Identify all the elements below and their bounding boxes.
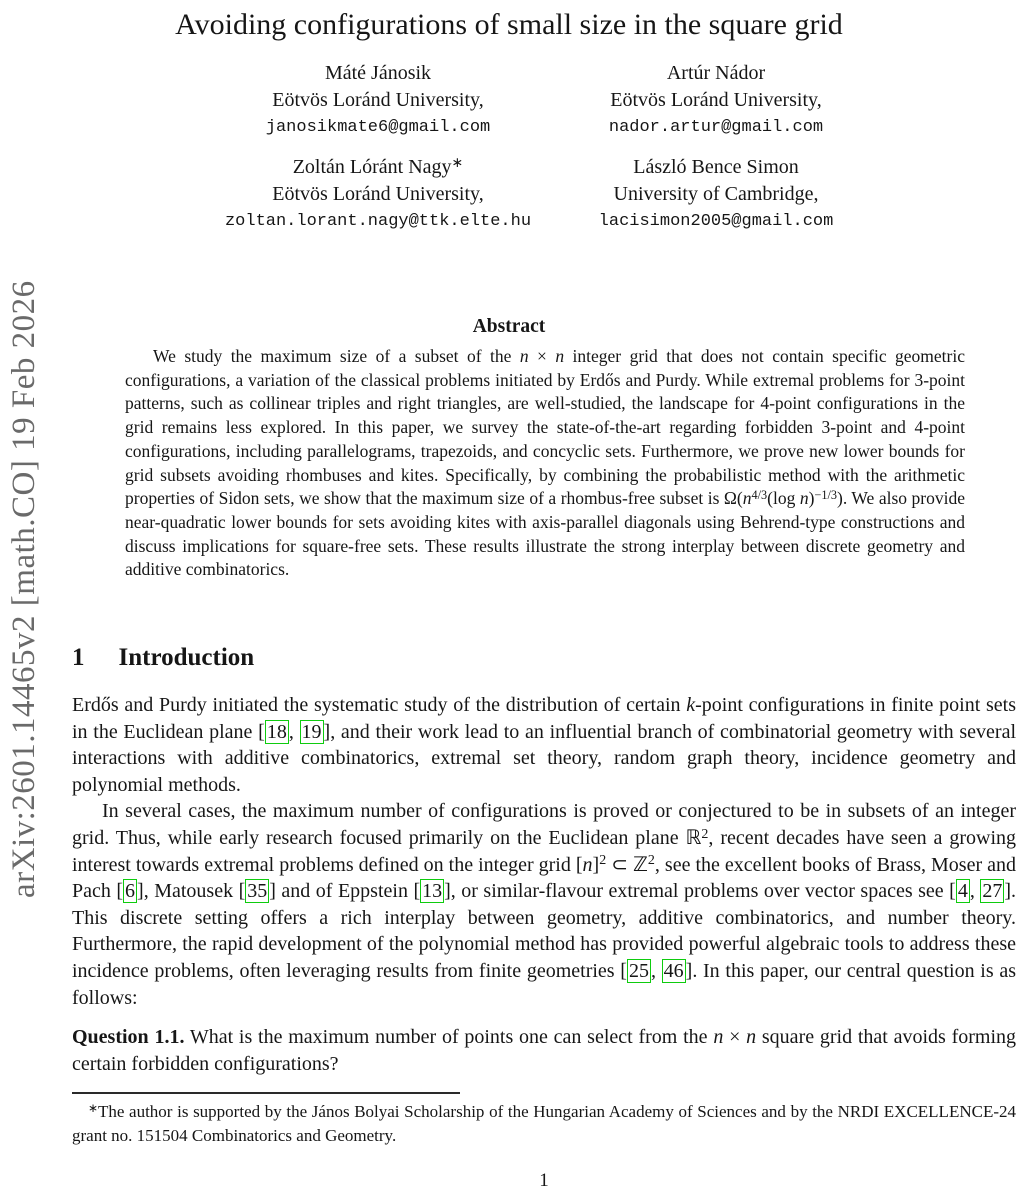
citation-link[interactable]: 35 bbox=[247, 880, 268, 903]
author-affiliation: Eötvös Loránd University, bbox=[272, 89, 484, 111]
author-name: Artúr Nádor bbox=[666, 62, 766, 84]
author-card bbox=[547, 60, 885, 141]
citation-link[interactable]: 13 bbox=[422, 880, 443, 903]
abstract-text: We study the maximum size of a subset of the n × n integer grid that does not contain specific geometric configurations, a variation of the classical problems initiated by Erdős and Purdy. While extremal problems for 3-point patterns, such as collinear triples and right triangles, are well-studied, the landscape for 4-point configurations in the grid remains less explored. In this paper, we survey the state-of-the-art regarding forbidden 3-point and 4-point configurations, including parallelograms, trapezoids, and concyclic sets. Furthermore, we prove new lower bounds for grid subsets avoiding rhombuses and kites. Specifically, by combining the probabilistic method with the arithmetic properties of Sidon sets, we show that the maximum size of a rhombus-free subset is $\Omega(n^{4/3}(\log$ n)$^{-1/3}$). We also provide near-quadratic lower bounds for sets avoiding kites with axis-parallel diagonals using Behrend-type constructions and discuss implications for square-free sets. These results illustrate the strong interplay between discrete geometry and additive combinatorics. bbox=[125, 346, 965, 580]
section-heading bbox=[72, 644, 254, 672]
author-card bbox=[209, 60, 547, 141]
introduction-body bbox=[72, 692, 1016, 1077]
author-name: Máté Jánosik bbox=[324, 62, 432, 84]
author-card bbox=[209, 154, 547, 235]
citation-link[interactable]: 19 bbox=[301, 720, 322, 743]
citation-link[interactable]: 18 bbox=[266, 720, 287, 743]
footnote-rule bbox=[72, 1092, 460, 1094]
citation-link[interactable]: 4 bbox=[957, 880, 968, 903]
author-card bbox=[547, 154, 885, 235]
author-affiliation: Eötvös Loránd University, bbox=[610, 89, 822, 111]
footnote-text: ∗The author is supported by the János Bolyai Scholarship of the Hungarian Academy of Sciences and by the NRDI EXCELLENCE-24 grant no. 151504 Combinatorics and Geometry. bbox=[72, 1100, 1016, 1145]
abstract-heading: Abstract bbox=[472, 316, 546, 337]
paper-title: Avoiding configurations of small size in the square grid bbox=[175, 8, 843, 41]
intro-paragraph: Erdős and Purdy initiated the systematic study of the distribution of certain k-point configurations in finite point sets in the Euclidean plane [ 18 , 19 ], and their work lead to an influential branch of combinatorial geometry with several interactions with additive combinatorics, extremal set theory, random graph theory, incidence geometry and polynomial methods. bbox=[72, 694, 1017, 796]
author-email: lacisimon2005@gmail.com bbox=[598, 212, 834, 231]
author-name: Zoltán Lóránt Nagy∗ bbox=[292, 155, 464, 178]
arxiv-watermark: arXiv:2601.14465v2 [math.CO] 19 Feb 2026 bbox=[6, 280, 42, 898]
page-number: 1 bbox=[539, 1170, 549, 1191]
author-email: nador.artur@gmail.com bbox=[608, 118, 824, 137]
question-block: Question 1.1. What is the maximum number of points one can select from the n × n square grid that avoids forming certain forbidden configurations? bbox=[72, 1026, 1017, 1075]
section-title: Introduction bbox=[118, 644, 255, 671]
intro-paragraph: In several cases, the maximum number of configurations is proved or conjectured to be in subsets of an integer grid. Thus, while early research focused primarily on the Euclidean plane ℝ$^2$, recent decades have seen a growing interest towards extremal problems defined on the integer grid $[n]^2$ ⊂ ℤ$^2$, see the excellent books of Brass, Moser and Pach [ 6 ], Matousek [ 35 ] and of Eppstein [ 13 ], or similar-flavour extremal problems over vector spaces see [ 4 , 27 ]. This discrete setting offers a rich interplay between geometry, additive combinatorics, and number theory. Furthermore, the rapid development of the polynomial method has provided powerful algebraic tools to address these incidence problems, often leveraging results from finite geometries [ 25 , 46 ]. In this paper, our central question is as follows: bbox=[72, 800, 1017, 1009]
citation-link[interactable]: 46 bbox=[663, 959, 684, 982]
author-affiliation: Eötvös Loránd University, bbox=[272, 183, 484, 205]
section-number: 1 bbox=[72, 644, 85, 671]
author-footnote-marker: ∗ bbox=[451, 155, 464, 171]
author-affiliation: University of Cambridge, bbox=[613, 183, 819, 205]
citation-link[interactable]: 27 bbox=[982, 880, 1003, 903]
citation-link[interactable]: 25 bbox=[628, 959, 649, 982]
author-email: zoltan.lorant.nagy@ttk.elte.hu bbox=[224, 212, 532, 231]
author-block bbox=[209, 60, 885, 235]
author-name: László Bence Simon bbox=[633, 156, 799, 178]
author-email: janosikmate6@gmail.com bbox=[265, 118, 491, 137]
citation-link[interactable]: 6 bbox=[125, 880, 136, 903]
